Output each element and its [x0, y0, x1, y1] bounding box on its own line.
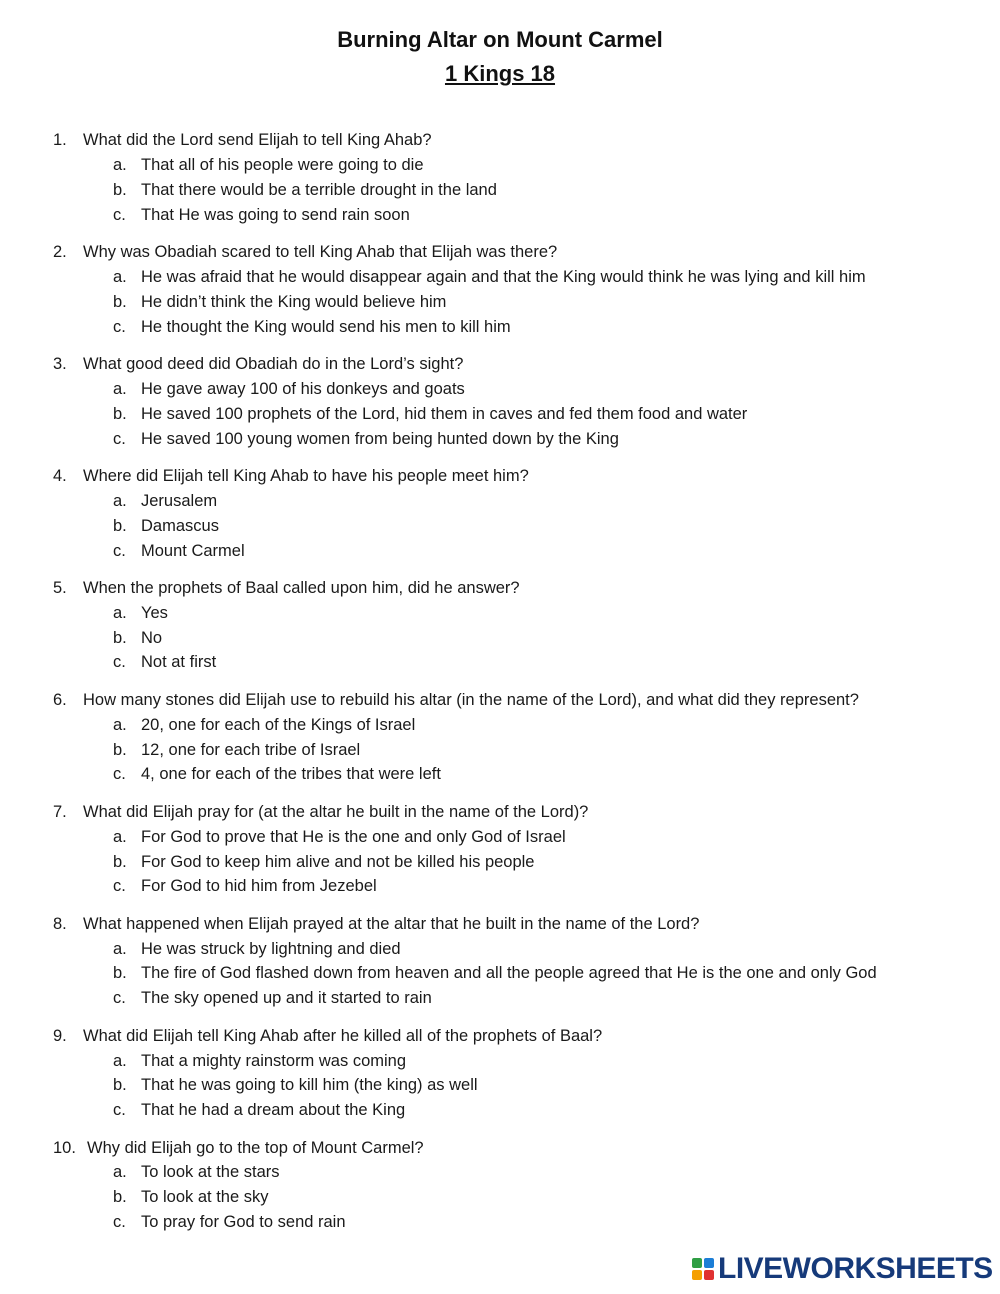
logo-block [704, 1258, 714, 1268]
question-line [53, 800, 983, 825]
option-text: That there would be a terrible drought in the land [141, 180, 497, 199]
answer-option [53, 153, 983, 178]
option-text: He was struck by lightning and died [141, 939, 401, 958]
option-letter: b. [113, 964, 127, 983]
answer-option [53, 1185, 983, 1210]
liveworksheets-logo [692, 1254, 993, 1284]
option-letter: b. [113, 852, 127, 871]
question-number: 8. [53, 914, 67, 933]
option-text: That he was going to kill him (the king) as well [141, 1076, 478, 1095]
question-text: What good deed did Obadiah do in the Lord’s sight? [83, 354, 464, 373]
option-letter: a. [113, 603, 127, 622]
option-text: For God to hid him from Jezebel [141, 877, 377, 896]
option-letter: b. [113, 628, 127, 647]
option-letter: c. [113, 989, 126, 1008]
option-text: For God to prove that He is the one and only God of Israel [141, 827, 566, 846]
option-text: Not at first [141, 653, 217, 672]
question-number: 9. [53, 1026, 67, 1045]
answer-option [53, 961, 983, 986]
page-title: Burning Altar on Mount Carmel [337, 27, 663, 52]
logo-text: LIVEWORKSHEETS [718, 1252, 993, 1285]
question-block [53, 912, 983, 1012]
answer-option [53, 290, 983, 315]
question-number: 10. [53, 1138, 76, 1157]
option-letter: c. [113, 541, 126, 560]
answer-option [53, 850, 983, 875]
answer-option [53, 986, 983, 1011]
option-text: 20, one for each of the Kings of Israel [141, 715, 416, 734]
option-letter: a. [113, 939, 127, 958]
answer-option [53, 178, 983, 203]
option-letter: c. [113, 1213, 126, 1232]
option-text: That He was going to send rain soon [141, 205, 410, 224]
option-letter: c. [113, 317, 126, 336]
option-letter: c. [113, 205, 126, 224]
answer-option [53, 825, 983, 850]
option-text: That a mighty rainstorm was coming [141, 1051, 407, 1070]
option-letter: a. [113, 155, 127, 174]
answer-option [53, 265, 983, 290]
question-list [53, 128, 983, 1248]
question-text: What did Elijah pray for (at the altar he built in the name of the Lord)? [83, 802, 589, 821]
question-text: What did the Lord send Elijah to tell King Ahab? [83, 131, 432, 149]
answer-option [53, 1210, 983, 1235]
question-line [53, 352, 983, 377]
question-line [53, 688, 983, 713]
question-number: 7. [53, 802, 67, 821]
option-letter: a. [113, 715, 127, 734]
option-letter: b. [113, 1076, 127, 1095]
option-text: Mount Carmel [141, 541, 245, 560]
question-block [53, 800, 983, 900]
question-text: What happened when Elijah prayed at the altar that he built in the name of the Lord? [83, 914, 700, 933]
option-text: To pray for God to send rain [141, 1213, 346, 1232]
question-line [53, 240, 983, 265]
option-text: Jerusalem [141, 491, 218, 510]
question-line [53, 1136, 983, 1161]
answer-option [53, 402, 983, 427]
question-block [53, 352, 983, 452]
question-block [53, 688, 983, 788]
question-text: What did Elijah tell King Ahab after he killed all of the prophets of Baal? [83, 1026, 603, 1045]
question-line [53, 128, 983, 153]
question-number: 6. [53, 690, 67, 709]
question-text: Where did Elijah tell King Ahab to have his people meet him? [83, 466, 529, 485]
answer-option [53, 377, 983, 402]
answer-option [53, 315, 983, 340]
answer-option [53, 937, 983, 962]
answer-option [53, 489, 983, 514]
option-text: He saved 100 young women from being hunted down by the King [141, 429, 619, 448]
option-letter: c. [113, 877, 126, 896]
question-text: When the prophets of Baal called upon him, did he answer? [83, 578, 520, 597]
option-letter: c. [113, 765, 126, 784]
option-letter: c. [113, 653, 126, 672]
answer-option [53, 713, 983, 738]
question-block [53, 240, 983, 340]
answer-option [53, 203, 983, 228]
answer-option [53, 1160, 983, 1185]
option-letter: c. [113, 429, 126, 448]
option-text: The fire of God flashed down from heaven and all the people agreed that He is the one and only God [141, 964, 877, 983]
page-subtitle: 1 Kings 18 [444, 61, 556, 86]
option-text: He didn’t think the King would believe him [141, 292, 447, 311]
option-letter: c. [113, 1101, 126, 1120]
option-text: Damascus [141, 516, 219, 535]
option-text: He gave away 100 of his donkeys and goats [141, 379, 465, 398]
question-block [53, 1136, 983, 1236]
option-text: To look at the sky [141, 1188, 269, 1207]
option-text: For God to keep him alive and not be killed his people [141, 852, 535, 871]
option-text: He was afraid that he would disappear again and that the King would think he was lying and kill him [141, 267, 866, 286]
logo-block [692, 1258, 702, 1268]
answer-option [53, 1073, 983, 1098]
option-letter: a. [113, 827, 127, 846]
option-letter: a. [113, 379, 127, 398]
question-line [53, 576, 983, 601]
question-line [53, 912, 983, 937]
question-block [53, 128, 983, 228]
option-letter: b. [113, 292, 127, 311]
question-number: 3. [53, 354, 67, 373]
question-number: 4. [53, 466, 67, 485]
question-text: Why was Obadiah scared to tell King Ahab that Elijah was there? [83, 242, 558, 261]
answer-option [53, 427, 983, 452]
option-letter: a. [113, 267, 127, 286]
logo-block [704, 1270, 714, 1280]
option-text: He thought the King would send his men to kill him [141, 317, 511, 336]
option-text: No [141, 628, 163, 647]
option-letter: a. [113, 1163, 127, 1182]
answer-option [53, 1098, 983, 1123]
answer-option [53, 650, 983, 675]
logo-block [692, 1270, 702, 1280]
option-letter: b. [113, 740, 127, 759]
option-text: That he had a dream about the King [141, 1101, 406, 1120]
option-text: He saved 100 prophets of the Lord, hid them in caves and fed them food and water [141, 404, 748, 423]
liveworksheets-blocks-icon [692, 1258, 714, 1280]
option-text: That all of his people were going to die [141, 155, 424, 174]
question-block [53, 576, 983, 676]
question-line [53, 464, 983, 489]
option-text: 4, one for each of the tribes that were left [141, 765, 441, 784]
option-text: 12, one for each tribe of Israel [141, 740, 361, 759]
answer-option [53, 514, 983, 539]
answer-option [53, 539, 983, 564]
answer-option [53, 601, 983, 626]
option-text: The sky opened up and it started to rain [141, 989, 432, 1008]
answer-option [53, 874, 983, 899]
question-number: 2. [53, 242, 67, 261]
option-letter: b. [113, 404, 127, 423]
option-text: To look at the stars [141, 1163, 280, 1182]
option-letter: b. [113, 516, 127, 535]
answer-option [53, 762, 983, 787]
question-block [53, 464, 983, 564]
answer-option [53, 626, 983, 651]
option-letter: b. [113, 180, 127, 199]
option-letter: b. [113, 1188, 127, 1207]
answer-option [53, 1049, 983, 1074]
option-letter: a. [113, 1051, 127, 1070]
question-number: 1. [53, 131, 67, 149]
question-number: 5. [53, 578, 67, 597]
option-text: Yes [141, 603, 168, 622]
question-line [53, 1024, 983, 1049]
option-letter: a. [113, 491, 127, 510]
answer-option [53, 738, 983, 763]
question-text: How many stones did Elijah use to rebuild his altar (in the name of the Lord), and what did they represent? [83, 690, 859, 709]
question-block [53, 1024, 983, 1124]
question-text: Why did Elijah go to the top of Mount Carmel? [87, 1138, 424, 1157]
